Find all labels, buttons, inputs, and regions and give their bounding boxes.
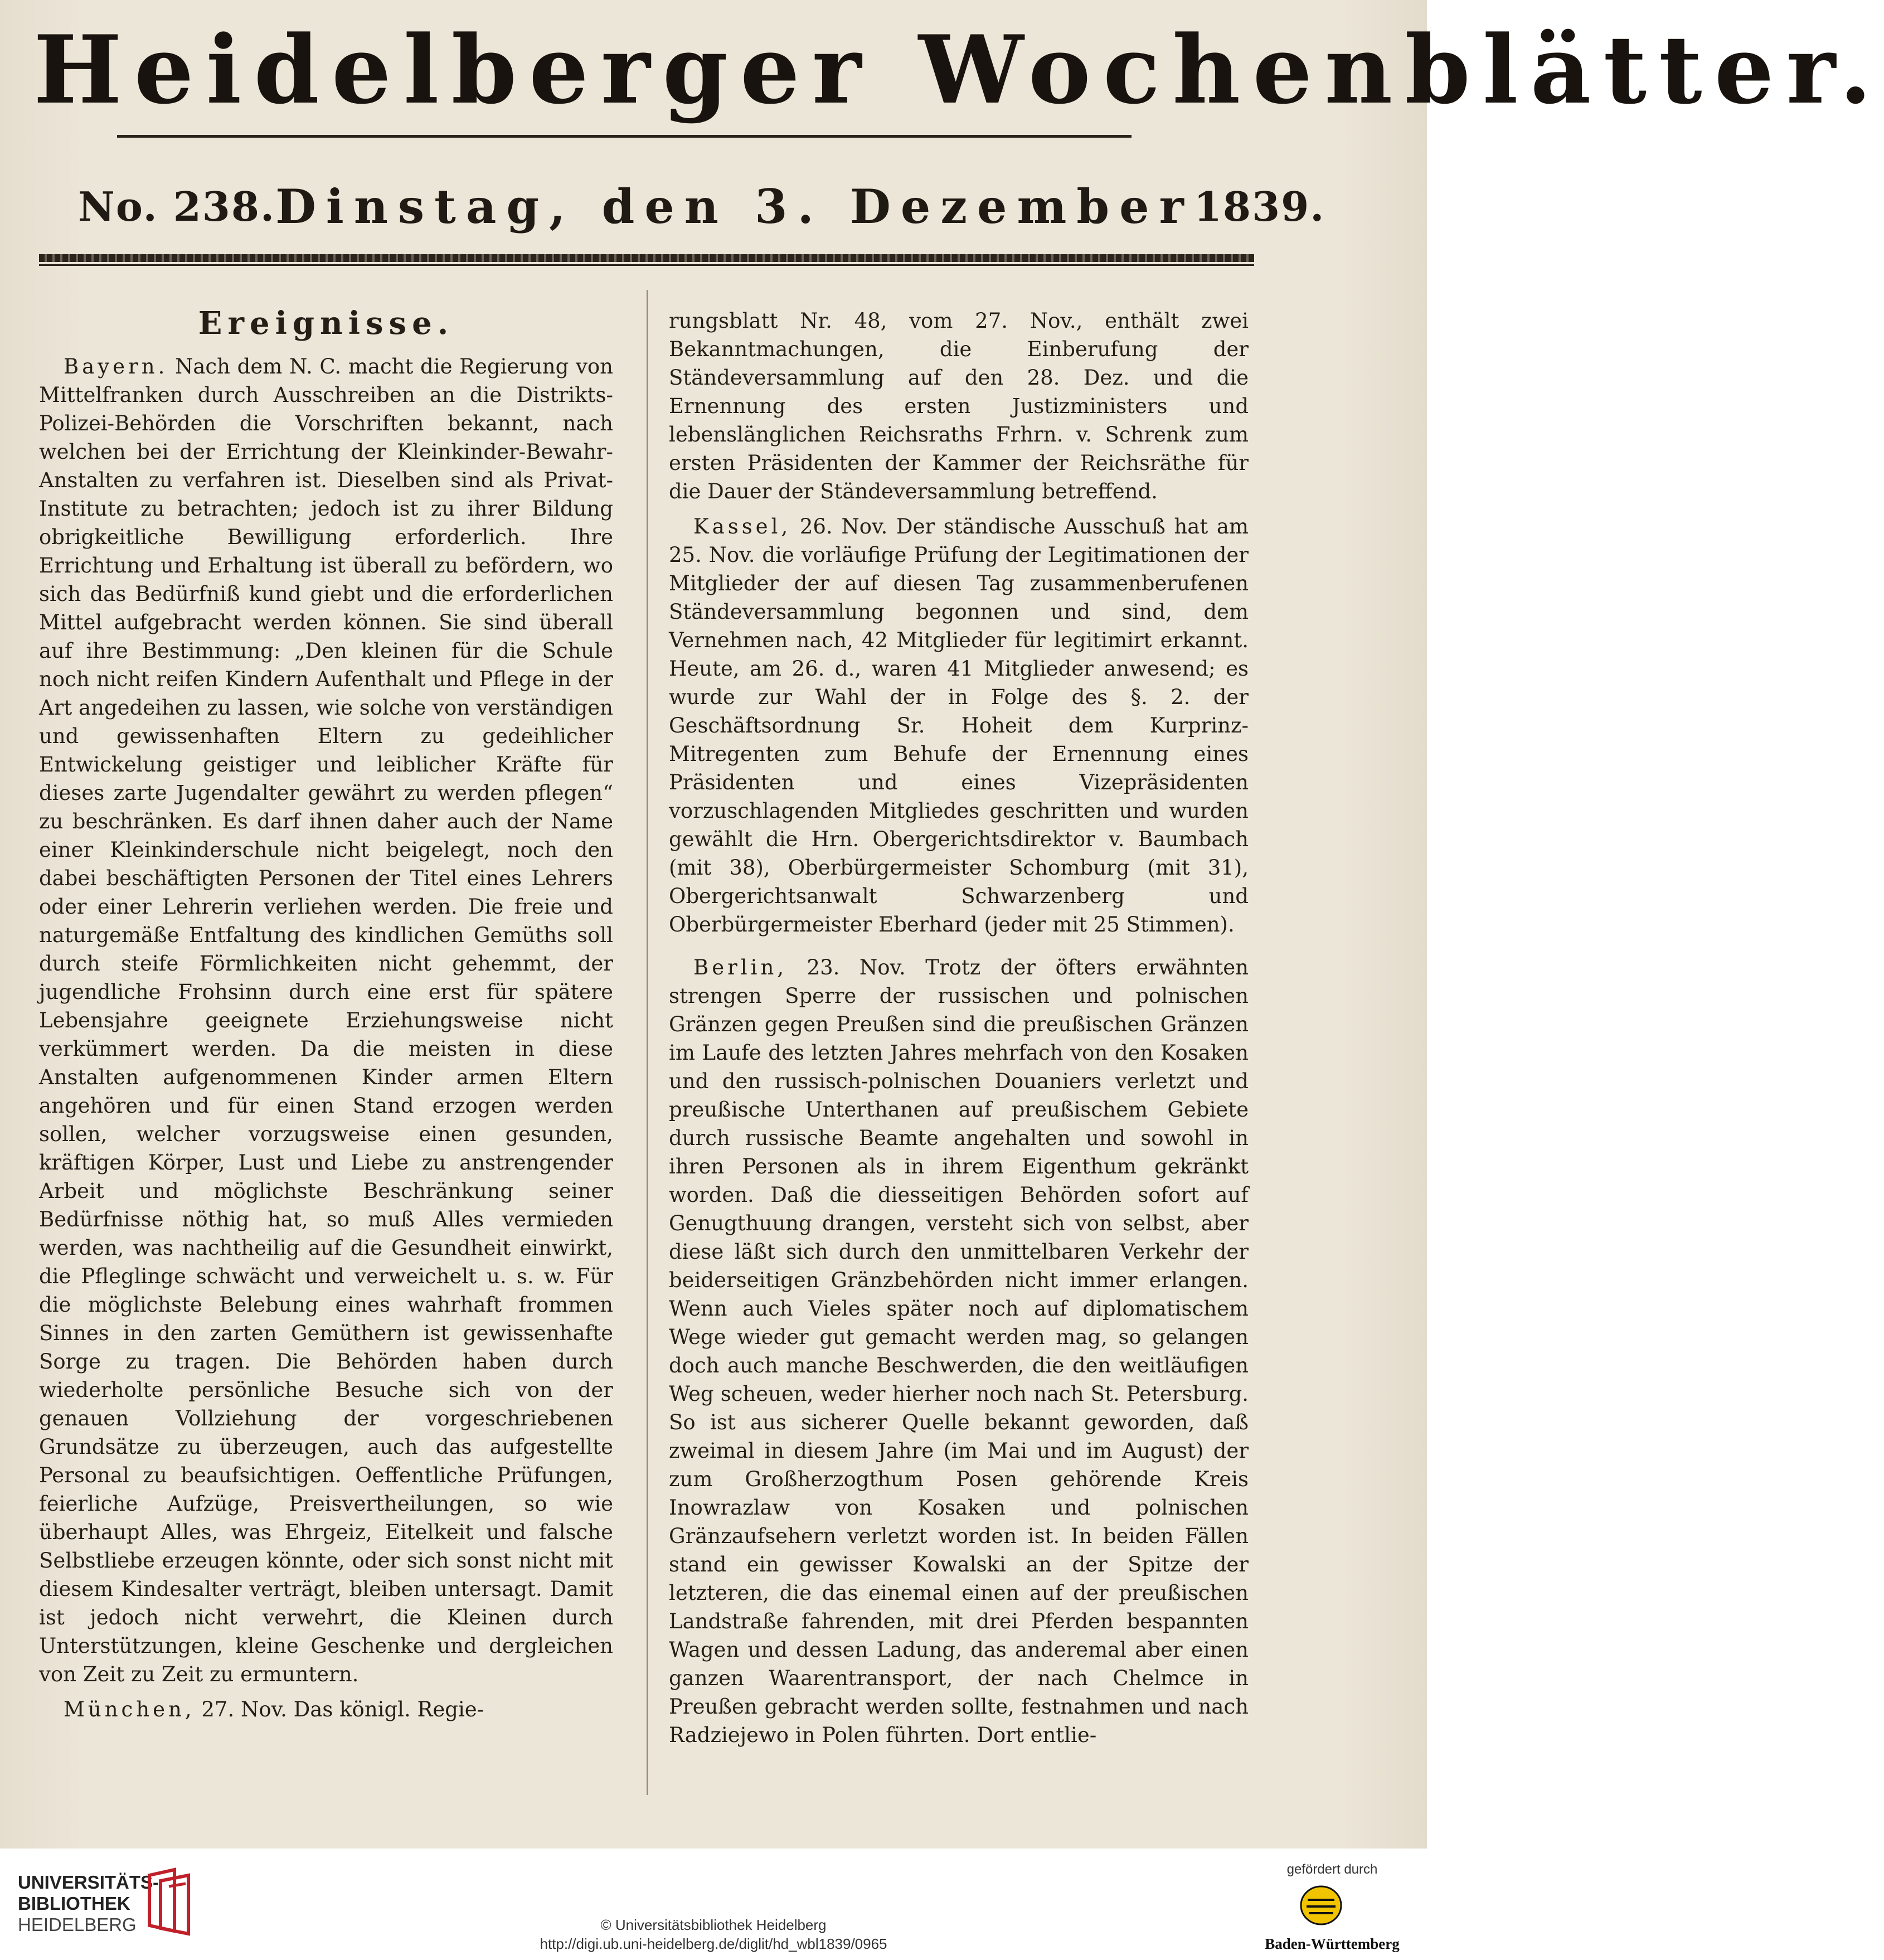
right-column xyxy=(669,307,1249,1789)
section-heading: Ereignisse. xyxy=(198,305,454,342)
article-place-muenchen: München, xyxy=(64,1697,195,1721)
copyright-notice xyxy=(0,1915,1427,1953)
dateline xyxy=(78,167,1325,245)
article-text-muenchen: 27. Nov. Das königl. Regie- xyxy=(201,1697,484,1721)
issue-year: 1839. xyxy=(1193,182,1325,230)
permalink-url[interactable]: http://digi.ub.uni-heidelberg.de/diglit/hd_wbl1839/0965 xyxy=(540,1935,887,1952)
article-text-bayern: Nach dem N. C. macht die Regierung von Mittelfranken durch Ausschreiben an die Distrikts-Polizei-Behörden die Vorschriften bekannt, nach welchen bei der Errichtung der Kleinkinder-Bewahr-Anstalten zu verfahren ist. Dieselben sind als Privat-Institute zu betrachten; jedoch ist zu ihrer Bildung obrigkeitliche Bewilligung erforderlich. Ihre Errichtung und Erhaltung ist überall zu befördern, wo sich das Bedürfniß kund giebt und die erforderlichen Mittel aufgebracht werden können. Sie sind überall auf ihre Bestimmung: „Den kleinen für die Schule noch nicht reifen Kindern Aufenthalt und Pflege in der Art angedeihen zu lassen, wie solche von verständigen und gewissenhaften Eltern zu gedeihlicher Entwickelung geistiger und leiblicher Kräfte für dieses zarte Jugendalter gewährt zu werden pflegen“ zu beschränken. Es darf ihnen daher auch der Name einer Kleinkinderschule nicht beigelegt, noch den dabei beschäftigten Personen der Titel eines Lehrers oder einer Lehrerin verliehen werden. Die freie und naturgemäße Entfaltung des kindlichen Gemüths soll durch steife Förmlichkeiten nicht gehemmt, der jugendliche Frohsinn durch eine erst für spätere Lebensjahre geeignete Erziehungsweise nicht verkümmert werden. Da die meisten in diese Anstalten aufgenommenen Kinder armen Eltern angehören und für einen Stand erzogen werden sollen, welcher vorzugsweise einen gesunden, kräftigen Körper, Lust und Liebe zu anstrengender Arbeit und möglichste Beschränkung seiner Bedürfnisse nöthig hat, so muß Alles vermieden werden, was nachtheilig auf die Gesundheit einwirkt, die Pfleglinge schwächt und verweichelt u. s. w. Für die möglichste Belebung eines wahrhaft frommen Sinnes in den zarten Gemüthern ist gewissenhafte Sorge zu tragen. Die Behörden haben durch wiederholte persönliche Besuche sich von der genauen Vollziehung der vorgeschriebenen Grundsätze zu überzeugen, auch das aufgestellte Personal zu beaufsichtigen. Oeffentliche Prüfungen, feierliche Aufzüge, Preisvertheilungen, so wie überhaupt Alles, was Ehrgeiz, Eitelkeit und falsche Selbstliebe erzeugen könnte, oder sich sonst nicht mit diesem Kindesalter verträgt, bleiben untersagt. Damit ist jedoch nicht verwehrt, die Kleinen durch Unterstützungen, kleine Geschenke und dergleichen von Zeit zu Zeit zu ermuntern. xyxy=(39,355,613,1686)
article-place-kassel: Kassel, xyxy=(693,515,792,538)
column-divider xyxy=(647,290,648,1795)
state-coat-of-arms-icon xyxy=(1299,1883,1343,1928)
library-name-line2: BIBLIOTHEK xyxy=(18,1893,130,1914)
article-kassel xyxy=(669,512,1249,939)
dateline-rule-ornament xyxy=(39,254,1254,262)
masthead-title: Heidelberger Wochenblätter. xyxy=(33,14,1884,125)
article-bayern xyxy=(39,352,613,1689)
article-place-bayern: Bayern. xyxy=(64,355,168,379)
article-muenchen-continued: rungsblatt Nr. 48, vom 27. Nov., enthält zwei Bekanntmachungen, die Einberufung der Ständeversammlung auf den 28. Dez. und die Ernennung des ersten Justizministers und lebenslänglichen Reichsraths Frhrn. v. Schrenk zum ersten Präsidenten der Kammer der Reichsräthe für die Dauer der Ständeversammlung betreffend. xyxy=(669,309,1249,503)
library-name-line1: UNIVERSITÄTS- xyxy=(18,1872,159,1893)
left-column xyxy=(39,301,613,1784)
article-text-kassel: 26. Nov. Der ständische Ausschuß hat am 25. Nov. die vorläufige Prüfung der Legitimationen der Mitglieder der auf diesen Tag zusammenberufenen Ständeversammlung begonnen und sind, dem Vernehmen nach, 42 Mitglieder für legitimirt erkannt. Heute, am 26. d., waren 41 Mitglieder anwesend; es wurde zur Wahl der in Folge des §. 2. der Geschäftsordnung Sr. Hoheit dem Kurprinz-Mitregenten zum Behufe der Ernennung eines Präsidenten und eines Vizepräsidenten vorzuschlagenden Mitgliedes geschritten und wurden gewählt die Hrn. Obergerichtsdirektor v. Baumbach (mit 38), Oberbürgermeister Schomburg (mit 31), Obergerichtsanwalt Schwarzenberg und Oberbürgermeister Eberhard (jeder mit 25 Stimmen). xyxy=(669,515,1249,937)
sponsor-name: Baden-Württemberg xyxy=(1265,1935,1400,1952)
masthead-rule xyxy=(117,135,1132,138)
copyright-text: © Universitätsbibliothek Heidelberg xyxy=(600,1917,827,1933)
article-berlin xyxy=(669,953,1249,1749)
issue-number: No. 238. xyxy=(78,182,276,230)
viewer-footer xyxy=(0,1849,1427,1960)
issue-date: Dinstag, den 3. Dezember xyxy=(275,178,1194,234)
library-name-line3: HEIDELBERG xyxy=(18,1914,137,1935)
article-text-berlin: 23. Nov. Trotz der öfters erwähnten strengen Sperre der russischen und polnischen Gränzen gegen Preußen sind die preußischen Gränzen im Laufe des letzten Jahres mehrfach von den Kosaken und den russisch-polnischen Douaniers verletzt und preußische Unterthanen auf preußischem Gebiete durch russische Beamte angehalten und sowohl in ihren Personen als in ihrem Eigenthum gekränkt worden. Daß die diesseitigen Behörden sofort auf Genugthuung drangen, versteht sich von selbst, aber diese läßt sich durch den unmittelbaren Verkehr der beiderseitigen Gränzbehörden nicht immer erlangen. Wenn auch Vieles später noch auf diplomatischem Wege wieder gut gemacht werden mag, so gelangen doch auch manche Beschwerden, die den weitläufigen Weg scheuen, weder hierher noch nach St. Petersburg. So ist aus sicherer Quelle bekannt geworden, daß zweimal in diesem Jahre (im Mai und im August) der zum Großherzogthum Posen gehörende Kreis Inowrazlaw von Kosaken und polnischen Gränzaufsehern verletzt worden ist. In beiden Fällen stand ein gewisser Kowalski an der Spitze der letzteren, die das einemal einen auf der preußischen Landstraße fahrenden, mit drei Pferden bespannten Wagen und dessen Ladung, das anderemal aber einen ganzen Waarentransport, der nach Chelmce in Preußen gebracht werden sollte, festnahmen und nach Radziejewo in Polen führten. Dort entlie- xyxy=(669,955,1249,1747)
article-muenchen xyxy=(39,1695,613,1724)
dateline-rule xyxy=(39,264,1254,266)
sponsor-label: gefördert durch xyxy=(1286,1862,1378,1877)
article-place-berlin: Berlin, xyxy=(693,955,788,979)
